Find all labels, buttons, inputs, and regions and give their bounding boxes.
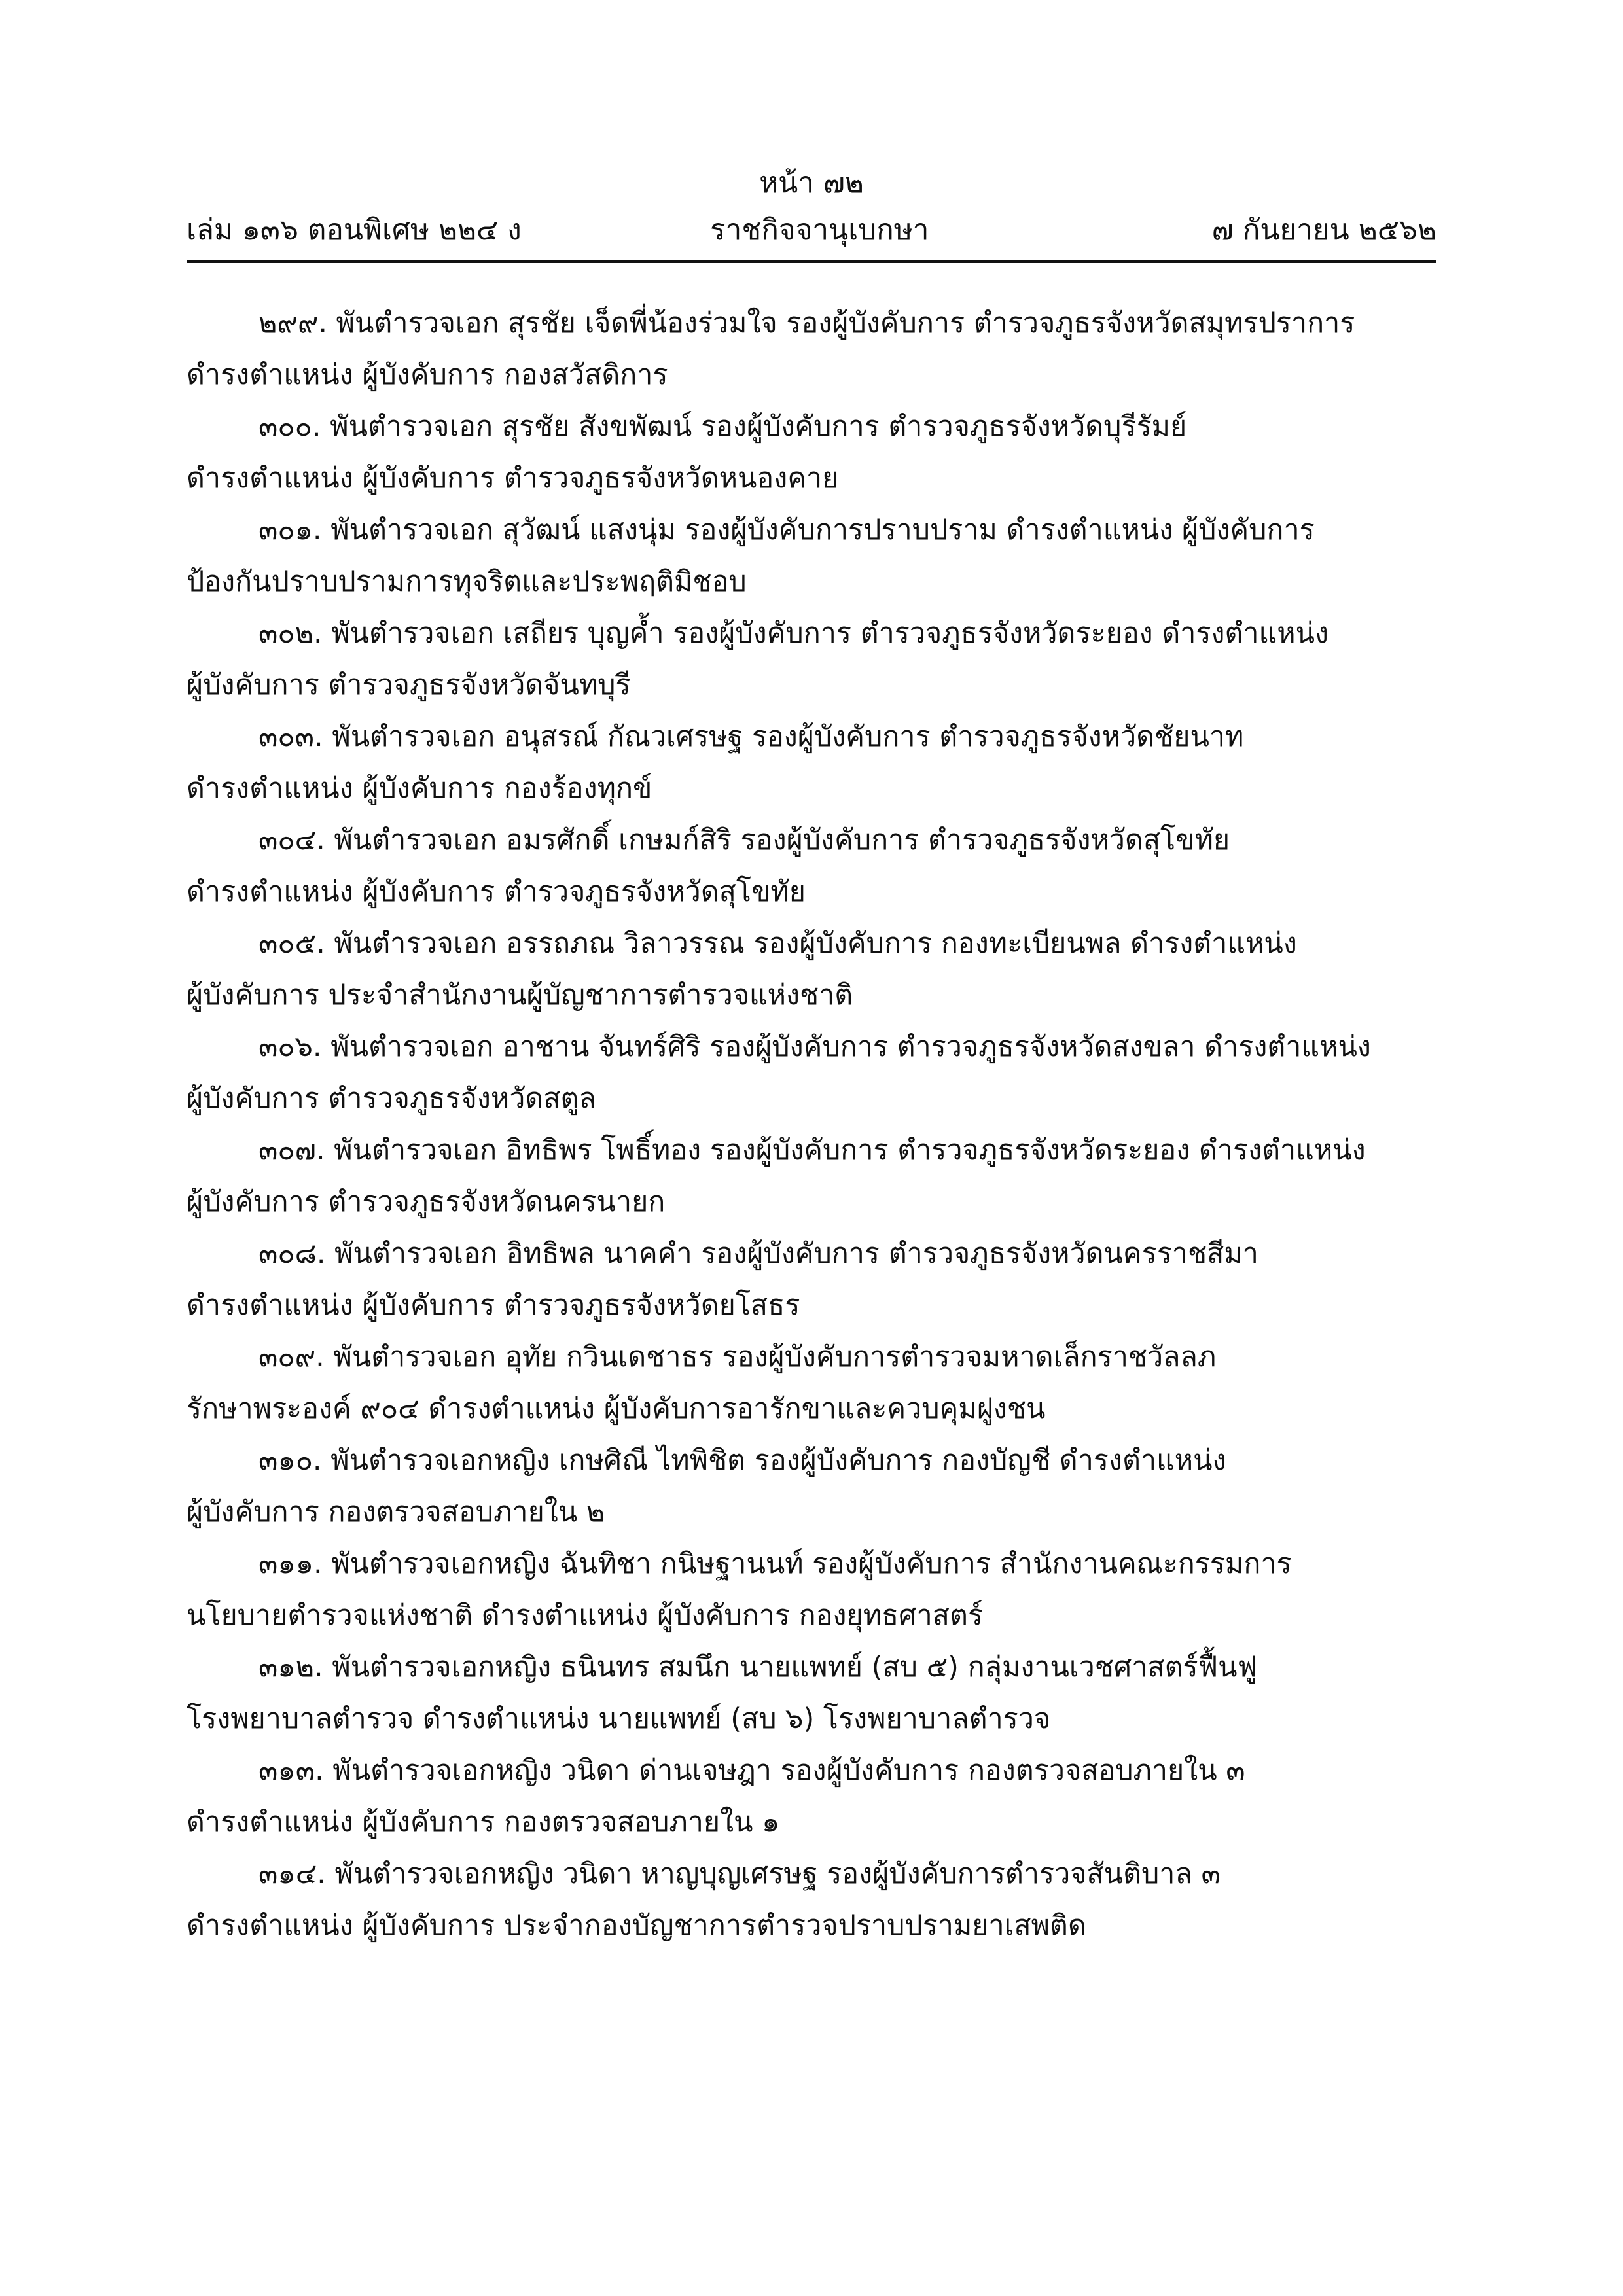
gazette-header [187, 211, 1436, 256]
appointment-list [187, 298, 1436, 1952]
appointment-entry: ๓๐๑. พันตำรวจเอก สุวัฒน์ แสงนุ่ม รองผู้บังคับการปราบปราม ดำรงตำแหน่ง ผู้บังคับการ ป้องกันปราบปรามการทุจริตและประพฤติมิชอบ [187, 514, 1315, 598]
appointment-entry: ๒๙๙. พันตำรวจเอก สุรชัย เจ็ดพี่น้องร่วมใจ รองผู้บังคับการ ตำรวจภูธรจังหวัดสมุทรปราการ ดำรงตำแหน่ง ผู้บังคับการ กองสวัสดิการ [187, 307, 1355, 391]
appointment-entry: ๓๐๙. พันตำรวจเอก อุทัย กวินเดชาธร รองผู้บังคับการตำรวจมหาดเล็กราชวัลลภ รักษาพระองค์ ๙๐๔ ดำรงตำแหน่ง ผู้บังคับการอารักขาและควบคุมฝูงชน [187, 1341, 1217, 1425]
appointment-entry: ๓๐๗. พันตำรวจเอก อิทธิพร โพธิ์ทอง รองผู้บังคับการ ตำรวจภูธรจังหวัดระยอง ดำรงตำแหน่ง ผู้บังคับการ ตำรวจภูธรจังหวัดนครนายก [187, 1134, 1366, 1218]
appointment-entry: ๓๑๔. พันตำรวจเอกหญิง วนิดา หาญบุญเศรษฐ รองผู้บังคับการตำรวจสันติบาล ๓ ดำรงตำแหน่ง ผู้บังคับการ ประจำกองบัญชาการตำรวจปราบปรามยาเสพติด [187, 1858, 1221, 1942]
appointment-entry: ๓๑๓. พันตำรวจเอกหญิง วนิดา ด่านเจษฎา รองผู้บังคับการ กองตรวจสอบภายใน ๓ ดำรงตำแหน่ง ผู้บังคับการ กองตรวจสอบภายใน ๑ [187, 1754, 1245, 1839]
appointment-entry: ๓๐๓. พันตำรวจเอก อนุสรณ์ กัณวเศรษฐ รองผู้บังคับการ ตำรวจภูธรจังหวัดชัยนาท ดำรงตำแหน่ง ผู้บังคับการ กองร้องทุกข์ [187, 720, 1244, 805]
publication-date: ๗ กันยายน ๒๕๖๒ [1211, 213, 1436, 247]
appointment-entry: ๓๐๕. พันตำรวจเอก อรรถภณ วิลาวรรณ รองผู้บังคับการ กองทะเบียนพล ดำรงตำแหน่ง ผู้บังคับการ ประจำสำนักงานผู้บัญชาการตำรวจแห่งชาติ [187, 927, 1297, 1012]
appointment-entry: ๓๐๘. พันตำรวจเอก อิทธิพล นาคคำ รองผู้บังคับการ ตำรวจภูธรจังหวัดนครราชสีมา ดำรงตำแหน่ง ผู้บังคับการ ตำรวจภูธรจังหวัดยโสธร [187, 1237, 1258, 1322]
header-divider [187, 260, 1436, 263]
page-number: หน้า ๗๒ [759, 166, 864, 200]
appointment-entry: ๓๑๐. พันตำรวจเอกหญิง เกษศิณี ไทพิชิต รองผู้บังคับการ กองบัญชี ดำรงตำแหน่ง ผู้บังคับการ กองตรวจสอบภายใน ๒ [187, 1444, 1226, 1528]
appointment-entry: ๓๐๔. พันตำรวจเอก อมรศักดิ์ เกษมก์สิริ รองผู้บังคับการ ตำรวจภูธรจังหวัดสุโขทัย ดำรงตำแหน่ง ผู้บังคับการ ตำรวจภูธรจังหวัดสุโขทัย [187, 824, 1230, 908]
appointment-entry: ๓๐๖. พันตำรวจเอก อาชาน จันทร์ศิริ รองผู้บังคับการ ตำรวจภูธรจังหวัดสงขลา ดำรงตำแหน่ง ผู้บังคับการ ตำรวจภูธรจังหวัดสตูล [187, 1031, 1371, 1115]
appointment-entry: ๓๑๑. พันตำรวจเอกหญิง ฉันทิชา กนิษฐานนท์ รองผู้บังคับการ สำนักงานคณะกรรมการ นโยบายตำรวจแห่งชาติ ดำรงตำแหน่ง ผู้บังคับการ กองยุทธศาสตร์ [187, 1547, 1292, 1632]
publication-title: ราชกิจจานุเบกษา [710, 213, 929, 247]
volume-issue: เล่ม ๑๓๖ ตอนพิเศษ ๒๒๔ ง [187, 213, 522, 247]
appointment-entry: ๓๐๐. พันตำรวจเอก สุรชัย สังขพัฒน์ รองผู้บังคับการ ตำรวจภูธรจังหวัดบุรีรัมย์ ดำรงตำแหน่ง ผู้บังคับการ ตำรวจภูธรจังหวัดหนองคาย [187, 410, 1187, 495]
appointment-entry: ๓๐๒. พันตำรวจเอก เสถียร บุญค้ำ รองผู้บังคับการ ตำรวจภูธรจังหวัดระยอง ดำรงตำแหน่ง ผู้บังคับการ ตำรวจภูธรจังหวัดจันทบุรี [187, 617, 1329, 701]
appointment-entry: ๓๑๒. พันตำรวจเอกหญิง ธนินทร สมนึก นายแพทย์ (สบ ๕) กลุ่มงานเวชศาสตร์ฟื้นฟู โรงพยาบาลตำรวจ ดำรงตำแหน่ง นายแพทย์ (สบ ๖) โรงพยาบาลตำรวจ [187, 1651, 1257, 1735]
